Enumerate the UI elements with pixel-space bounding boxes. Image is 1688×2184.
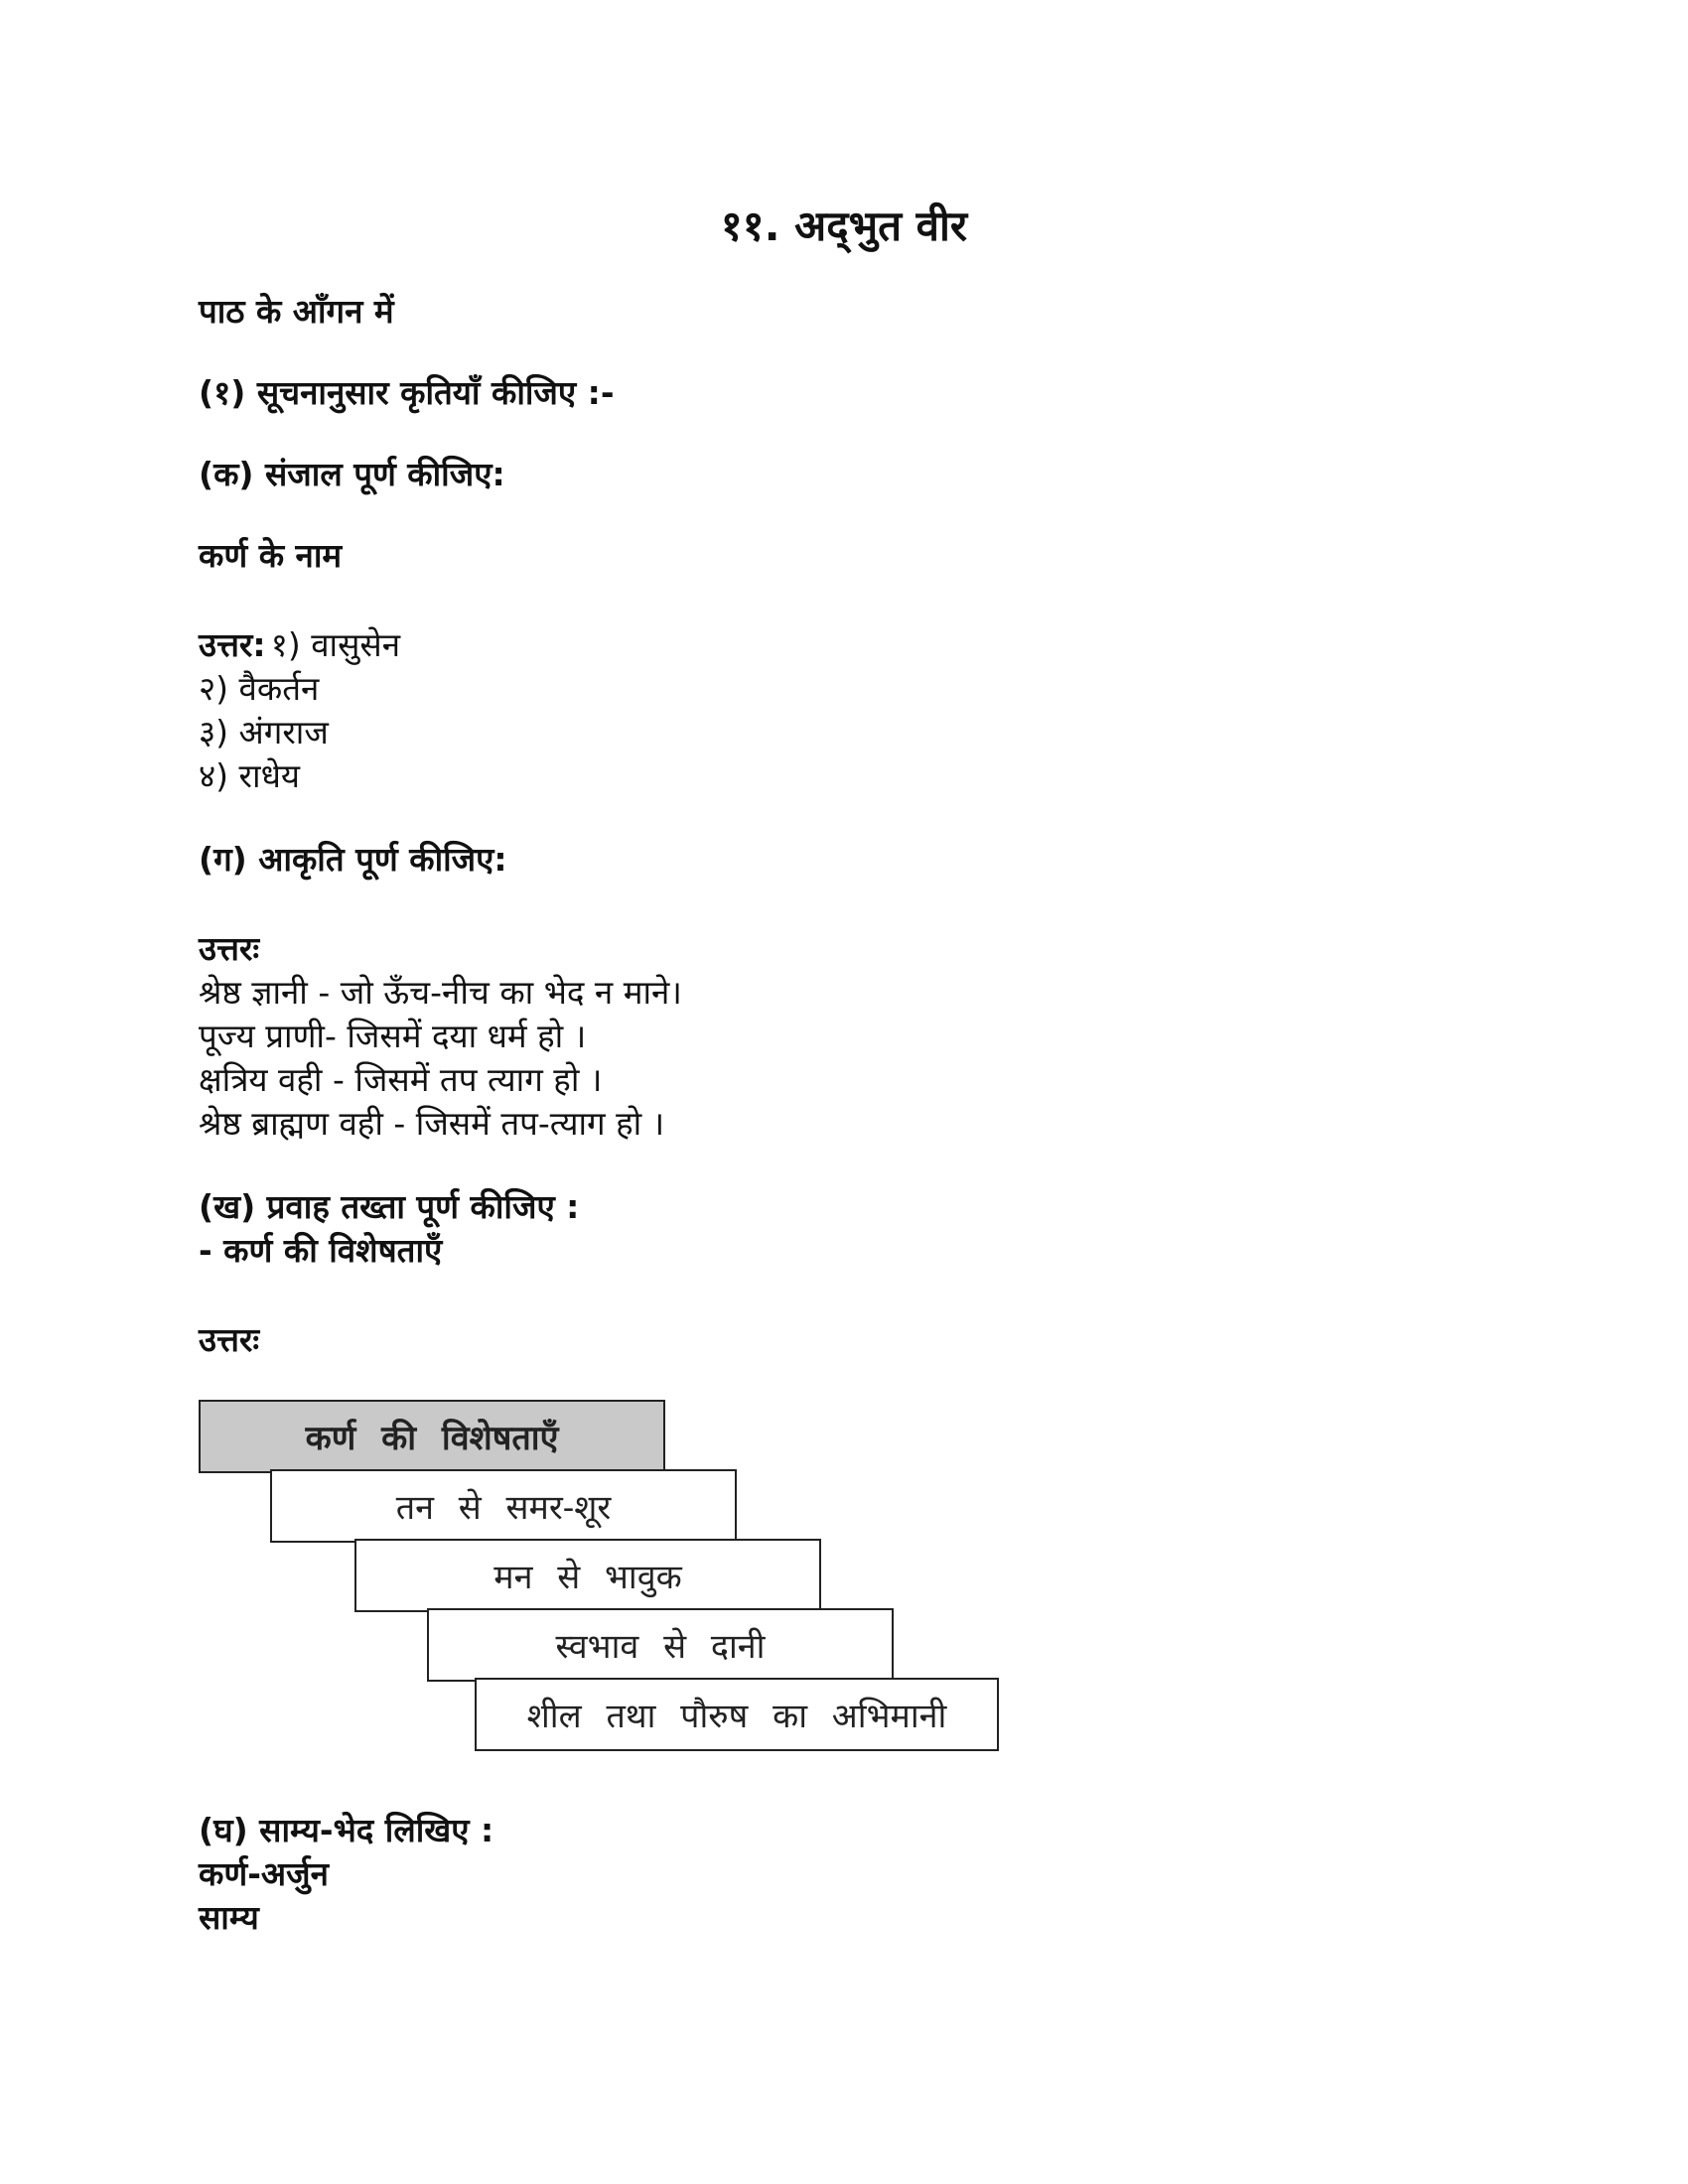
question-kha-subtitle: - कर्ण की विशेषताएँ [199, 1231, 443, 1270]
section-heading: पाठ के आँगन में [199, 292, 394, 331]
answer-label: उत्तरः [199, 1320, 260, 1359]
question-gha-label: (घ) साम्य-भेद लिखिए : [199, 1811, 494, 1849]
flow-table-item: शील तथा पौरुष का अभिमानी [475, 1678, 999, 1751]
answer-item: पूज्य प्राणी- जिसमें दया धर्म हो । [199, 1017, 587, 1055]
question-1-heading: (१) सूचनानुसार कृतियाँ कीजिए :- [199, 373, 615, 412]
page-title [0, 197, 1688, 253]
question-gha-sub: साम्य [199, 1898, 259, 1937]
question-gha-pair: कर्ण-अर्जुन [199, 1854, 329, 1893]
flow-table-item: मन से भावुक [354, 1539, 821, 1612]
answer-item: श्रेष्ठ ज्ञानी - जो ऊँच-नीच का भेद न माने। [199, 973, 682, 1012]
question-kha-label: (ख) प्रवाह तख्ता पूर्ण कीजिए : [199, 1187, 580, 1226]
question-ka-label: (क) संजाल पूर्ण कीजिए: [199, 455, 505, 493]
question-ga-label: (ग) आकृति पूर्ण कीजिए: [199, 840, 507, 879]
title-text: ११. अद्‌भुत वीर [720, 202, 968, 250]
answer-item: ४) राधेय [199, 756, 301, 795]
answer-item: श्रेष्ठ ब्राह्मण वही - जिसमें तप-त्याग हो । [199, 1104, 665, 1143]
flow-table-item: स्वभाव से दानी [427, 1608, 894, 1682]
flow-table-heading: कर्ण की विशेषताएँ [199, 1400, 665, 1473]
question-ka-answer-line [199, 621, 400, 666]
answer-label: उत्तरः [199, 929, 260, 968]
flow-table-item: तन से समर-शूर [270, 1469, 737, 1543]
answer-item: २) वैकर्तन [199, 669, 320, 708]
answer-item: १) वासुसेन [270, 625, 401, 664]
answer-label: उत्तर: [199, 625, 266, 664]
answer-item: ३) अंगराज [199, 713, 329, 751]
answer-item: क्षत्रिय वही - जिसमें तप त्याग हो । [199, 1060, 603, 1099]
question-ka-topic: कर्ण के नाम [199, 536, 343, 575]
